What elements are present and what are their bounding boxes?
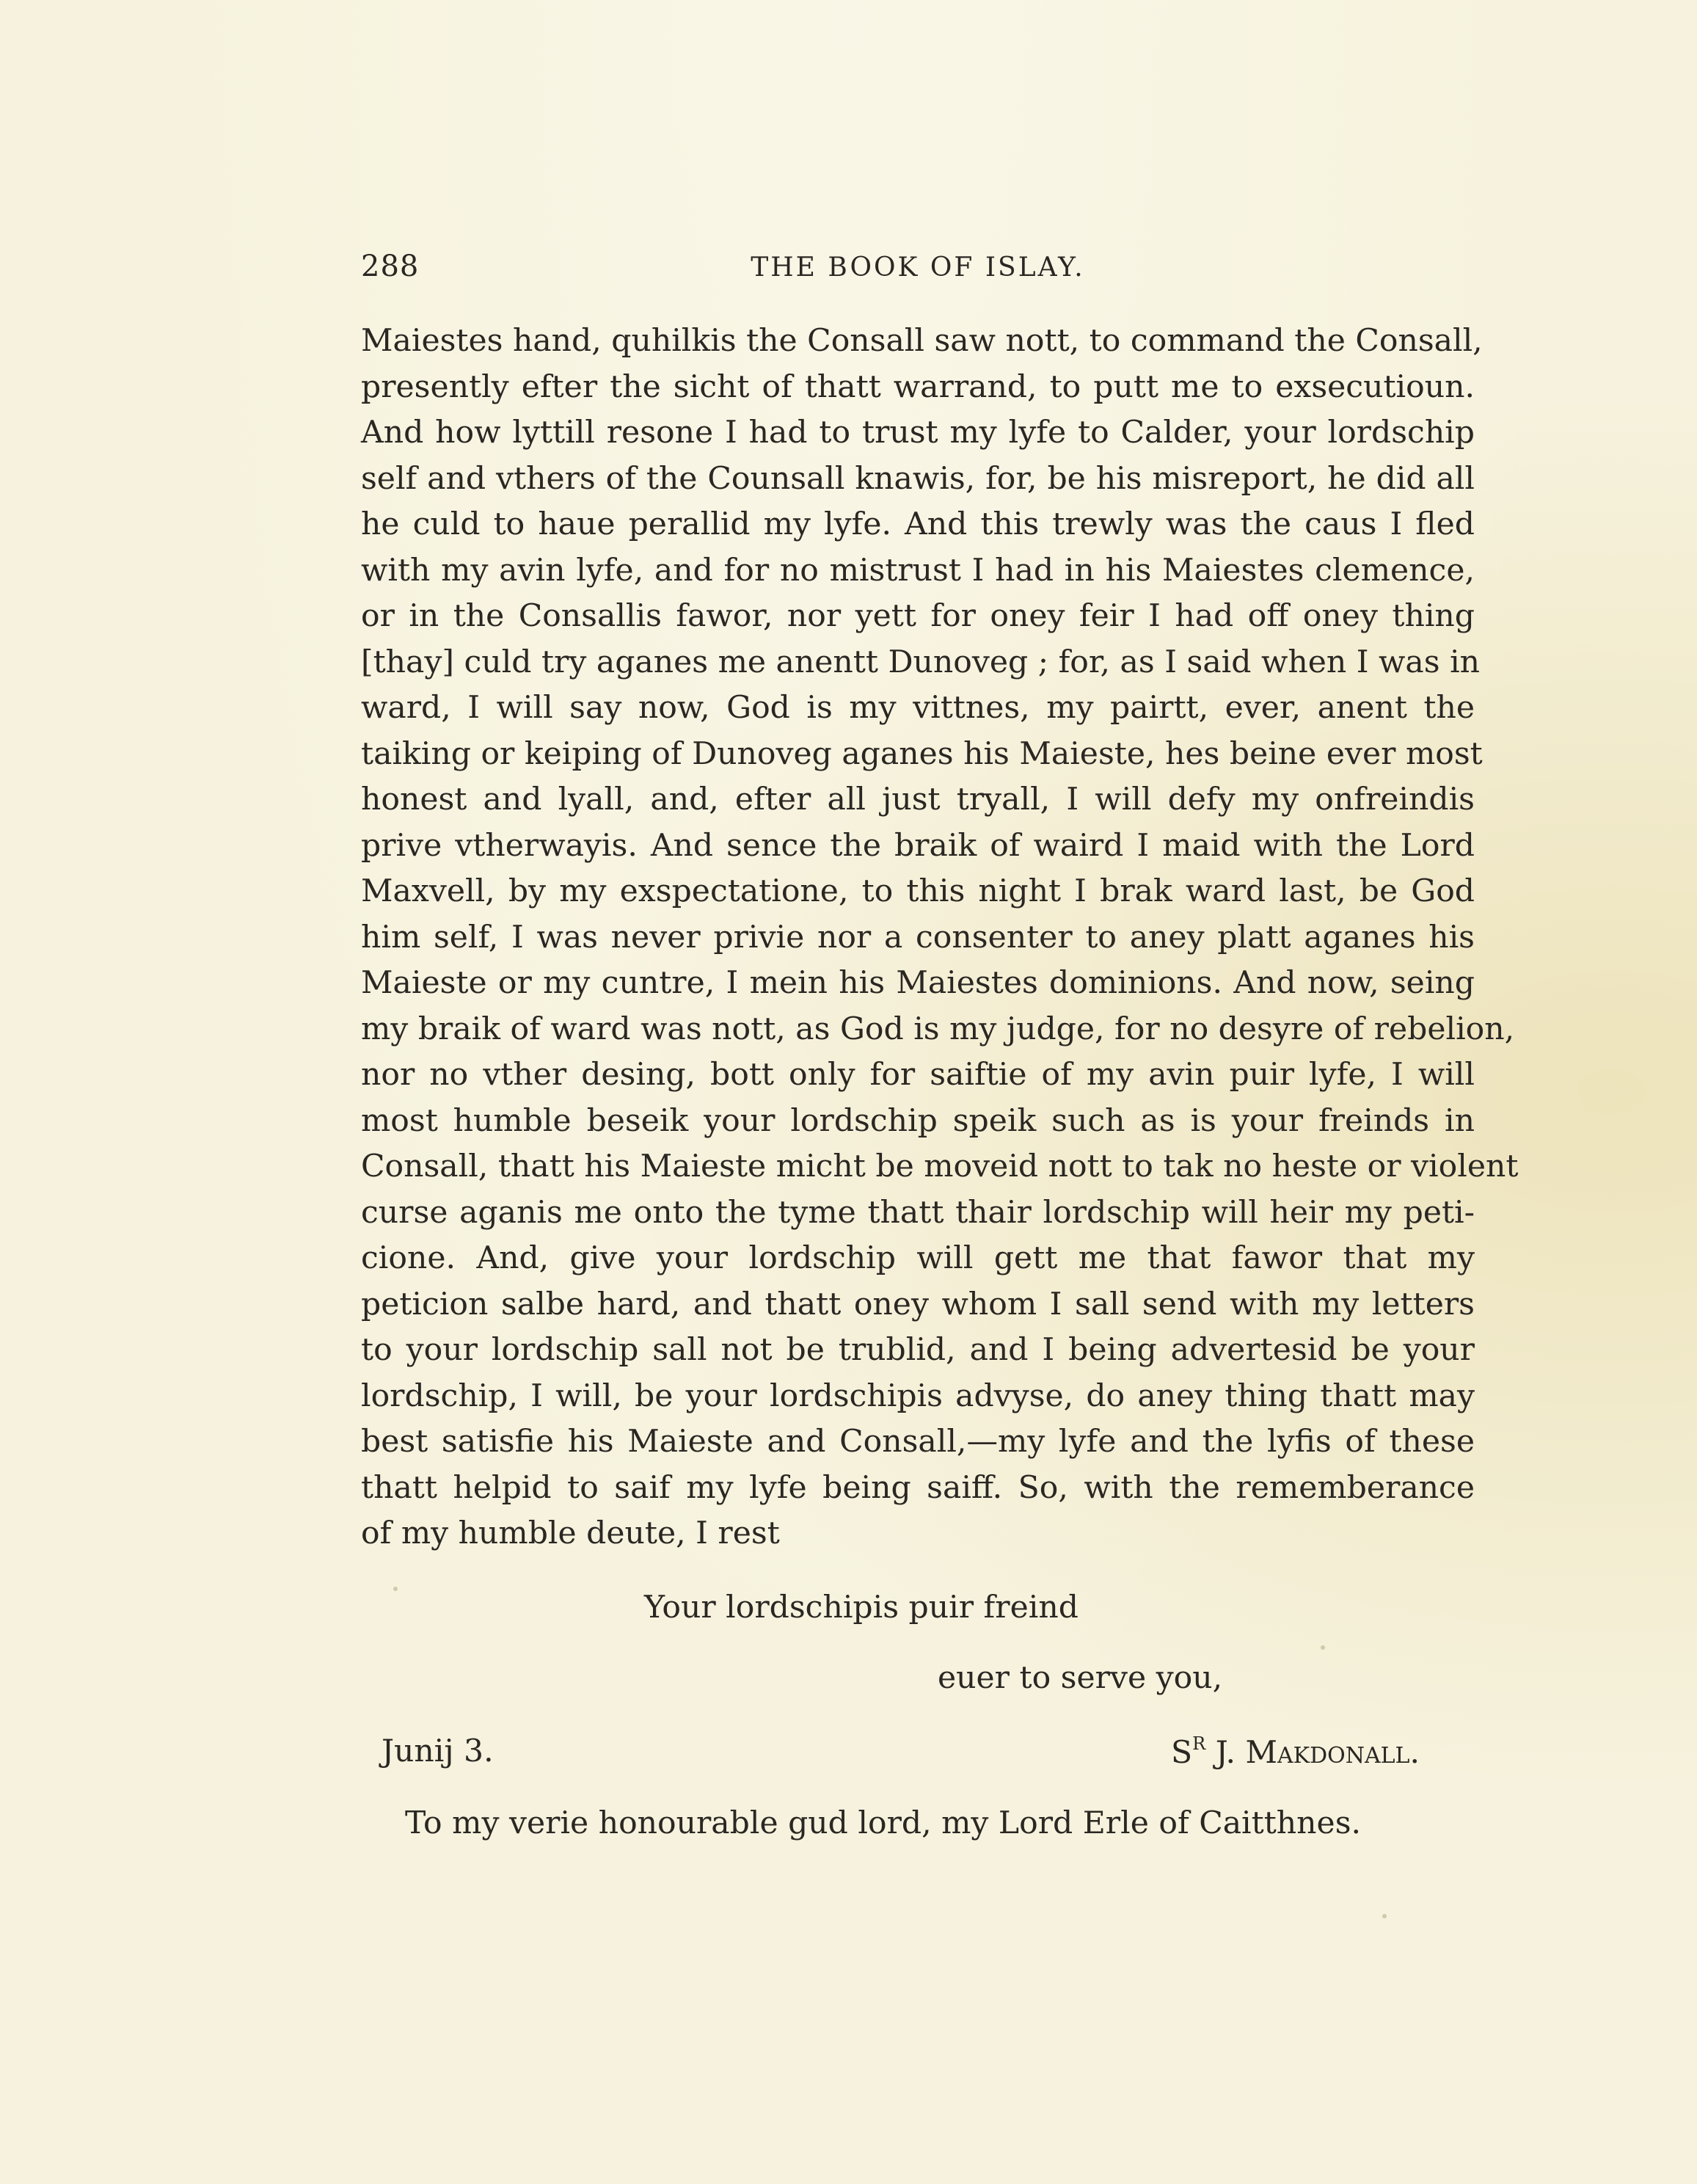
letter-address: To my verie honourable gud lord, my Lord Erle of Caitthnes. <box>405 1805 1362 1841</box>
body-line: cione. And, give your lordschip will gett me that fawor that my <box>361 1240 1475 1276</box>
body-line: most humble beseik your lordschip speik such as is your freinds in <box>361 1102 1475 1139</box>
body-line: thatt helpid to saif my lyfe being saiff. So, with the rememberance <box>361 1469 1475 1506</box>
body-line: prive vtherwayis. And sence the braik of waird I maid with the Lord <box>361 827 1475 864</box>
body-line: best satisfie his Maieste and Consall,—my lyfe and the lyfis of these <box>361 1424 1475 1460</box>
body-line: curse aganis me onto the tyme thatt thair lordschip will heir my peti- <box>361 1194 1475 1231</box>
body-line: ward, I will say now, God is my vittnes, my pairtt, ever, anent the <box>361 690 1475 726</box>
page-header <box>361 250 1475 294</box>
body-line: to your lordschip sall not be trublid, and I being advertesid be your <box>361 1332 1475 1368</box>
letter-body <box>361 318 1519 1557</box>
body-line: with my avin lyfe, and for no mistrust I had in his Maiestes clemence, <box>361 552 1475 589</box>
body-line: or in the Consallis fawor, nor yett for oney feir I had off oney thing <box>361 598 1475 634</box>
paper-speck <box>1382 1914 1387 1918</box>
page-number: 288 <box>361 250 420 283</box>
signature-name: J. Makdonall. <box>1205 1735 1420 1771</box>
body-line: taiking or keiping of Dunoveg aganes his Maieste, hes beine ever most <box>361 735 1483 772</box>
body-line: peticion salbe hard, and thatt oney whom I sall send with my letters <box>361 1286 1475 1322</box>
paper-speck <box>1321 1645 1325 1650</box>
signature-prefix-superscript: R <box>1192 1733 1206 1754</box>
closing-salutation: Your lordschipis puir freind <box>644 1590 1079 1626</box>
running-head: THE BOOK OF ISLAY. <box>751 252 1085 283</box>
body-line: him self, I was never privie nor a consenter to aney platt aganes his <box>361 919 1475 956</box>
body-line: my braik of ward was nott, as God is my judge, for no desyre of rebelion, <box>361 1011 1515 1047</box>
body-line: [thay] culd try aganes me anentt Dunoveg ; for, as I said when I was in <box>361 644 1481 680</box>
body-line: And how lyttill resone I had to trust my lyfe to Calder, your lordschip <box>361 415 1475 451</box>
body-line: lordschip, I will, be your lordschipis advyse, do aney thing thatt may <box>361 1377 1475 1414</box>
body-line: Maiestes hand, quhilkis the Consall saw nott, to command the Consall, <box>361 323 1483 359</box>
paper-speck <box>393 1587 398 1591</box>
body-line: self and vthers of the Counsall knawis, for, be his misreport, he did all <box>361 460 1475 497</box>
body-line: Maxvell, by my exspectatione, to this night I brak ward last, be God <box>361 873 1475 909</box>
body-line: honest and lyall, and, efter all just tryall, I will defy my onfreindis <box>361 782 1475 818</box>
body-line-last: of my humble deute, I rest <box>361 1515 780 1551</box>
body-line: he culd to haue perallid my lyfe. And this trewly was the caus I fled <box>361 506 1475 542</box>
letter-date: Junij 3. <box>382 1733 494 1769</box>
closing-service: euer to serve you, <box>938 1660 1223 1696</box>
body-line: Maieste or my cuntre, I mein his Maiestes dominions. And now, seing <box>361 965 1475 1001</box>
body-line: presently efter the sicht of thatt warrand, to putt me to exsecutioun. <box>361 368 1475 405</box>
signature <box>1171 1733 1420 1771</box>
body-line: Consall, thatt his Maieste micht be moveid nott to tak no heste or violent <box>361 1149 1519 1184</box>
body-line: nor no vther desing, bott only for saiftie of my avin puir lyfe, I will <box>361 1057 1475 1093</box>
signature-prefix: S <box>1171 1735 1193 1771</box>
